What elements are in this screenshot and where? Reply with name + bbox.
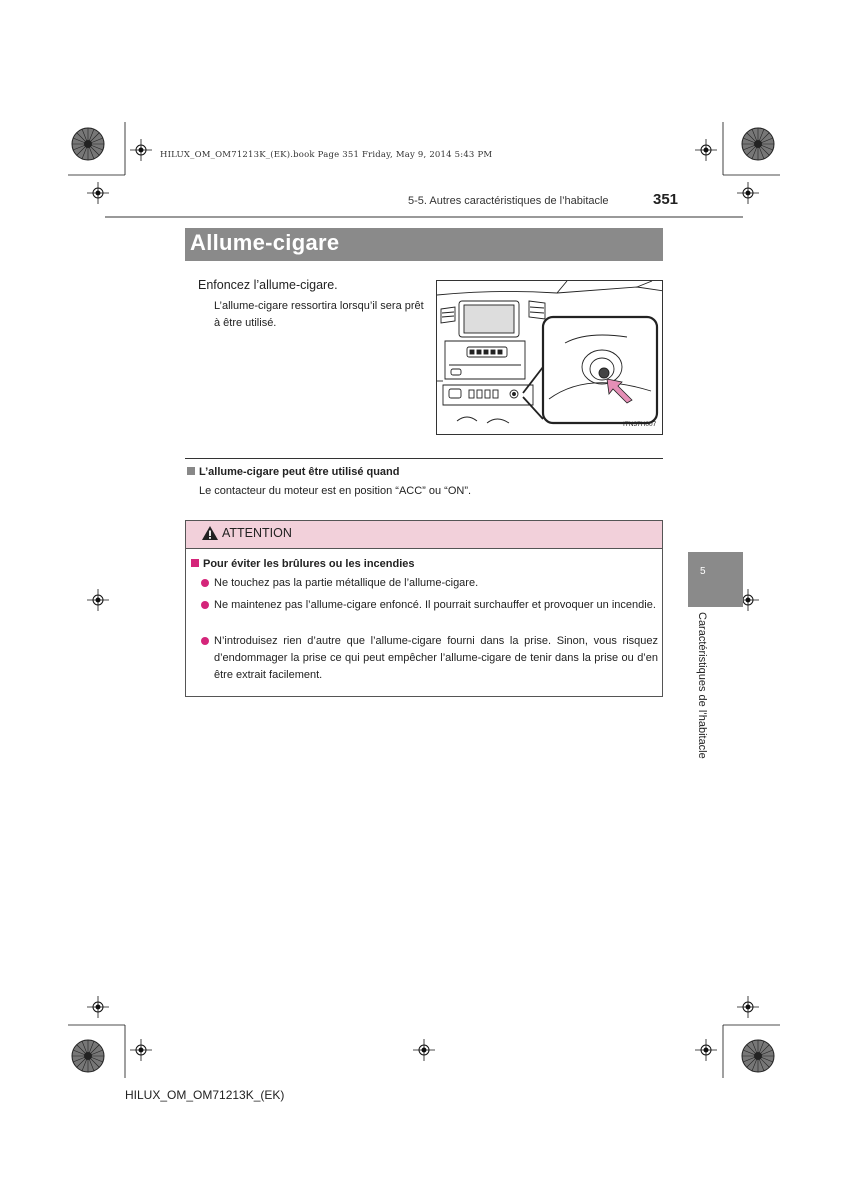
- print-info: HILUX_OM_OM71213K_(EK).book Page 351 Friday, May 9, 2014 5:43 PM: [160, 150, 493, 160]
- pink-square-icon: [191, 559, 199, 567]
- chapter-label: Caractéristiques de l’habitacle: [696, 612, 708, 759]
- usable-body: Le contacteur du moteur est en position “ACC” ou “ON”.: [199, 485, 472, 497]
- page-number: 351: [653, 191, 679, 208]
- warning-subheading-text: Pour éviter les brûlures ou les incendies: [203, 558, 415, 570]
- usable-heading-text: L’allume-cigare peut être utilisé quand: [199, 466, 400, 478]
- figure-code: ITN37H007: [623, 421, 657, 428]
- warning-item: Ne touchez pas la partie métallique de l’allume-cigare.: [201, 575, 658, 592]
- section-rule: [185, 458, 663, 459]
- running-header: 5-5. Autres caractéristiques de l’habitacle: [408, 195, 609, 207]
- bullet-icon: [201, 637, 209, 645]
- warning-subheading: [191, 558, 415, 570]
- warning-triangle-icon: [201, 525, 219, 541]
- step-instruction: Enfoncez l’allume-cigare.: [198, 278, 338, 292]
- bullet-icon: [201, 601, 209, 609]
- page-title: Allume-cigare: [190, 230, 340, 255]
- section-square-icon: [187, 467, 195, 475]
- cigarette-lighter-drawing: [437, 281, 663, 435]
- warning-label: ATTENTION: [222, 526, 292, 540]
- chapter-number: 5: [700, 566, 706, 577]
- warning-item: N’introduisez rien d’autre que l’allume-cigare fourni dans la prise. Sinon, vous risquez d’endommager la prise ce qui peut empêcher l’allume-cigare de tenir dans la prise ou d’en être extrait facilement.: [201, 633, 658, 684]
- dashboard-illustration: [436, 280, 663, 435]
- step-detail: L’allume-cigare ressortira lorsqu’il sera prêt à être utilisé.: [214, 300, 424, 329]
- usable-heading: [187, 466, 400, 478]
- footer-code: HILUX_OM_OM71213K_(EK): [125, 1088, 285, 1102]
- bullet-icon: [201, 579, 209, 587]
- warning-item: Ne maintenez pas l’allume-cigare enfoncé. Il pourrait surchauffer et provoquer un incendie.: [201, 597, 658, 614]
- chapter-tab: [688, 552, 743, 607]
- header-rule: [105, 216, 743, 218]
